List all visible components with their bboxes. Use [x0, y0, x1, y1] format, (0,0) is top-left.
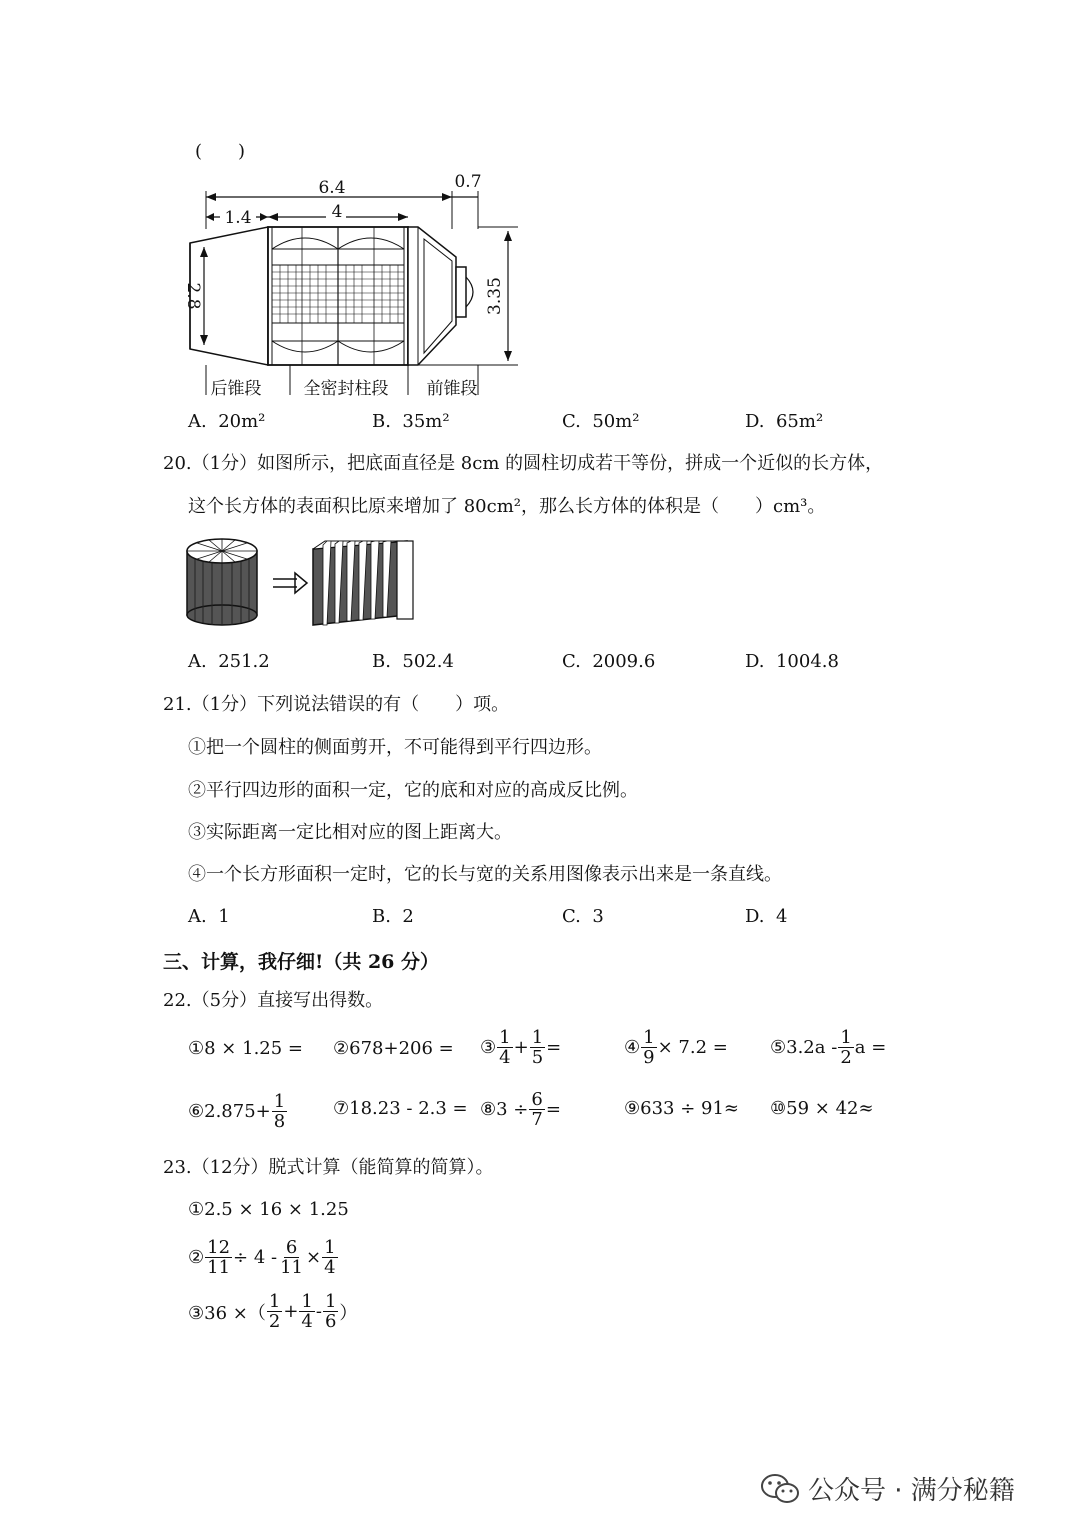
q22-expr-1: ①8 × 1.25 = [188, 1038, 303, 1059]
q22-expr-10: ⑩59 × 42≈ [770, 1098, 874, 1119]
q20-option-a: A. 251.2 [188, 651, 270, 672]
q21-item-3: ③实际距离一定比相对应的图上距离大。 [188, 822, 512, 843]
arrow-icon [273, 579, 297, 587]
q22-expr-9: ⑨633 ÷ 91≈ [624, 1098, 740, 1119]
q20-option-d: D. 1004.8 [745, 651, 839, 672]
q22-expr-8: ⑧3 ÷ $\frac{6}{7}$ = [480, 1089, 561, 1130]
label-front-cone: 前锥段 [426, 379, 478, 399]
q19-option-a: A. 20m² [188, 411, 266, 432]
q20-stem-line2: 这个长方体的表面积比原来增加了 80cm²，那么长方体的体积是（ ）cm³。 [188, 496, 826, 517]
arrowhead [398, 213, 408, 221]
section-3-heading: 三、计算，我仔细!（共 26 分） [163, 951, 440, 973]
dim-mid-label: 4 [331, 202, 343, 222]
q22-expr-2: ②678+206 = [333, 1038, 454, 1059]
q23-expr-2: ② $\frac{12}{11}$ ÷ 4 - $\frac{6}{11}$ × $\frac{1}{4}$ [188, 1237, 336, 1278]
q19-answer-paren: ( ) [195, 141, 246, 162]
q23-expr-1: ①2.5 × 16 × 1.25 [188, 1199, 349, 1220]
q21-item-2: ②平行四边形的面积一定，它的底和对应的高成反比例。 [188, 780, 638, 801]
q20-option-b: B. 502.4 [372, 651, 454, 672]
q20-stem-line1: 20.（1分）如图所示，把底面直径是 8cm 的圆柱切成若干等份，拼成一个近似的长方体， [163, 453, 884, 474]
q22-expr-3: ③ $\frac{1}{4}$ + $\frac{1}{5}$ = [480, 1027, 562, 1068]
dim-height-right-label: 3.35 [485, 277, 505, 315]
label-rear-cone: 后锥段 [210, 379, 262, 399]
arrowhead [206, 213, 214, 221]
label-sealed-column: 全密封柱段 [303, 379, 389, 399]
q22-expr-5: ⑤3.2a - $\frac{1}{2}$ a = [770, 1027, 887, 1068]
arrowhead [442, 193, 452, 201]
front-cap [456, 267, 466, 317]
dim-left-label: 1.4 [224, 208, 252, 228]
q22-expr-6: ⑥2.875+ $\frac{1}{8}$ [188, 1091, 286, 1132]
q21-stem: 21.（1分）下列说法错误的有（ ）项。 [163, 694, 510, 715]
watermark-text: 公众号 · 满分秘籍 [808, 1476, 1015, 1506]
q21-option-b: B. 2 [372, 906, 414, 927]
q21-item-1: ①把一个圆柱的侧面剪开，不可能得到平行四边形。 [188, 737, 602, 758]
q21-option-c: C. 3 [562, 906, 604, 927]
dim-height-left-label: 2.8 [183, 282, 203, 310]
q19-option-d: D. 65m² [745, 411, 824, 432]
dim-right-label: 0.7 [454, 172, 482, 192]
arrowhead [268, 213, 278, 221]
q23-expr-3: ③36 ×（ $\frac{1}{2}$ + $\frac{1}{4}$ - $\frac{1}{6}$ ） [188, 1291, 358, 1332]
arrowhead [260, 213, 268, 221]
wechat-icon [760, 1472, 800, 1506]
watermark [760, 1470, 1015, 1507]
q21-item-4: ④一个长方形面积一定时，它的长与宽的关系用图像表示出来是一条直线。 [188, 864, 782, 885]
dim-total-label: 6.4 [318, 178, 346, 198]
q21-option-d: D. 4 [745, 906, 788, 927]
q22-expr-4: ④ $\frac{1}{9}$ × 7.2 = [624, 1027, 728, 1068]
arrowhead [206, 193, 216, 201]
q19-option-b: B. 35m² [372, 411, 450, 432]
q19-option-c: C. 50m² [562, 411, 640, 432]
q23-stem: 23.（12分）脱式计算（能简算的简算）。 [163, 1157, 494, 1178]
q20-figure [185, 535, 420, 630]
q20-option-c: C. 2009.6 [562, 651, 656, 672]
q22-expr-7: ⑦18.23 - 2.3 = [333, 1098, 468, 1119]
q22-stem: 22.（5分）直接写出得数。 [163, 990, 384, 1011]
q19-figure [180, 165, 540, 405]
q21-option-a: A. 1 [188, 906, 230, 927]
